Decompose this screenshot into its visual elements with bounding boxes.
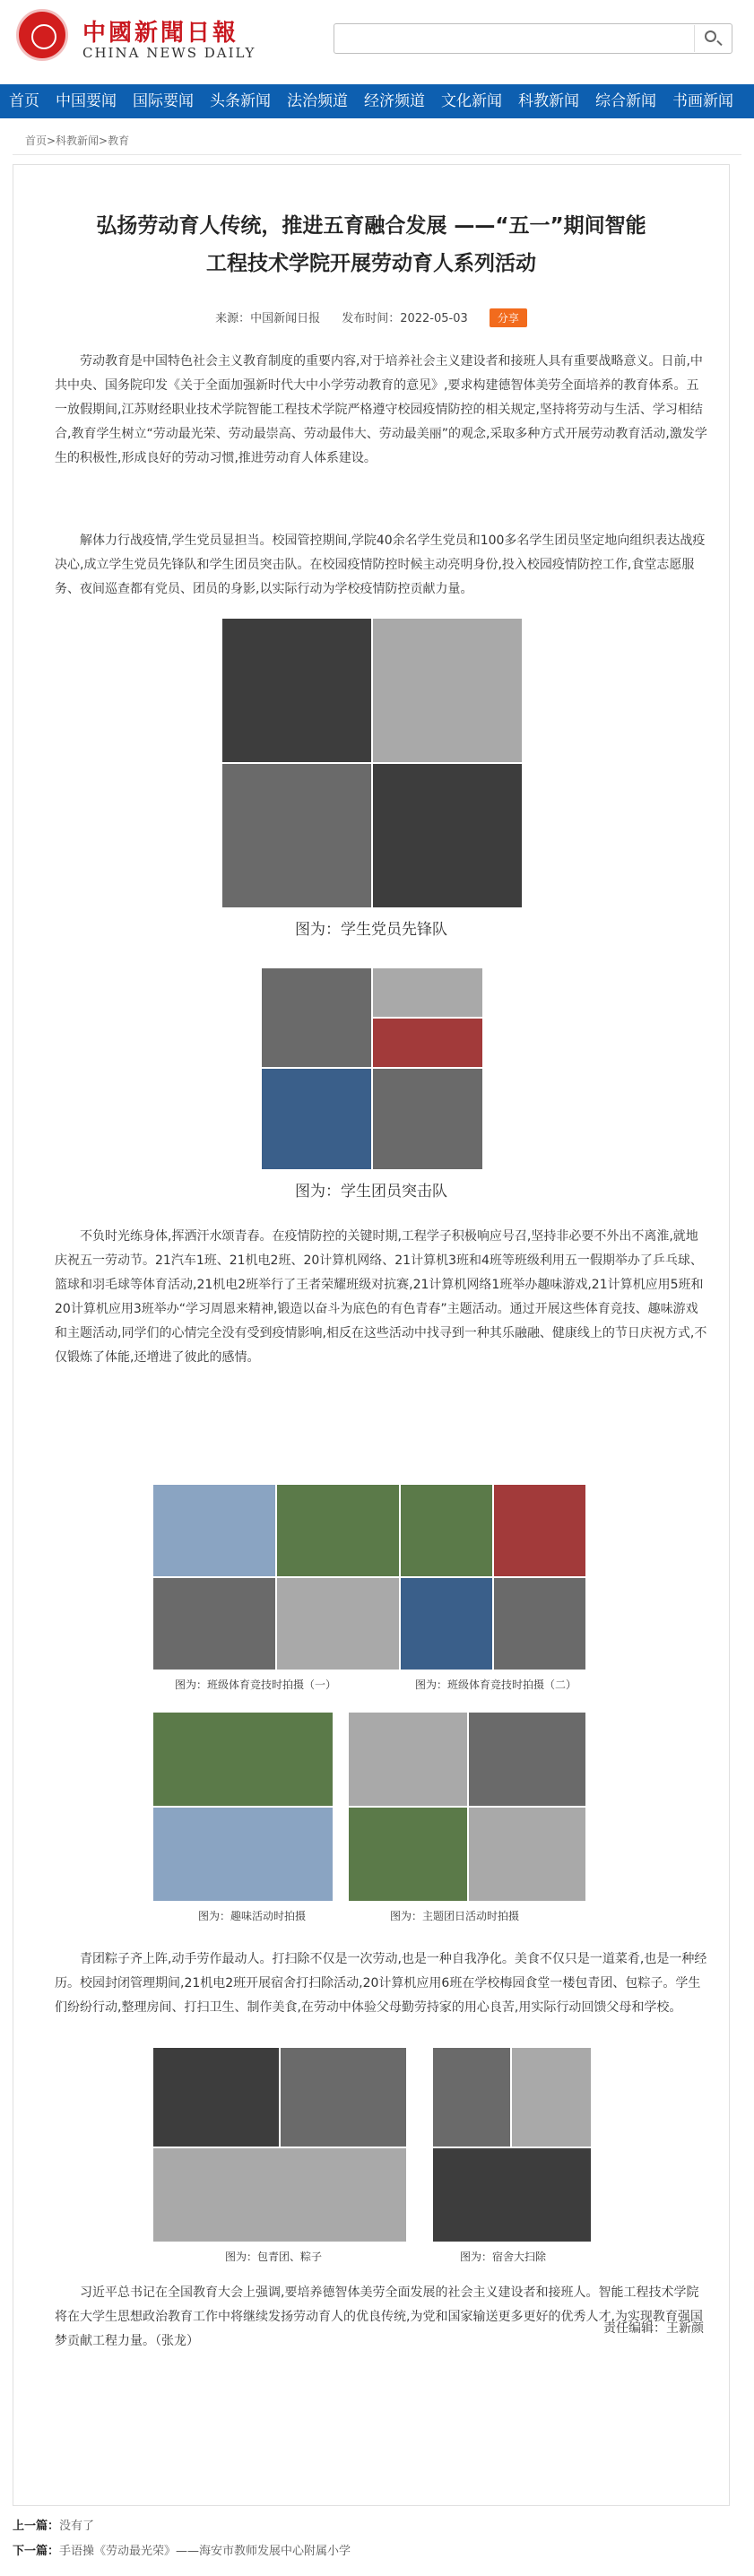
caption-theme-day: 图为：主题团日活动时拍摄 xyxy=(390,1910,520,1922)
photo-dorm-2 xyxy=(512,2048,591,2147)
responsible-editor: 责任编辑：王新颜 xyxy=(603,2321,704,2336)
paragraph-5: 习近平总书记在全国教育大会上强调,要培养德智体美劳全面发展的社会主义建设者和接班人。智能工程技术学院将在大学生思想政治教育工作中将继续发扬劳动育人的优良传统,为党和国家输送更多更好的优秀人才,为实现教育强国梦贡献工程力量。（张龙） xyxy=(55,2285,703,2348)
article-title-line-2: 工程技术学院开展劳动育人系列活动 xyxy=(206,252,536,275)
caption-sports-2: 图为：班级体育竞技时拍摄（二） xyxy=(415,1678,577,1691)
article-date: 发布时间：2022-05-03 xyxy=(342,312,468,325)
nav-item-calligraphy[interactable]: 书画新闻 xyxy=(672,92,733,110)
caption-league-commando: 图为：学生团员突击队 xyxy=(295,1183,447,1201)
photo-theme-2 xyxy=(469,1713,585,1806)
article-meta xyxy=(13,308,729,327)
photo-fun-1 xyxy=(153,1713,333,1806)
photo-party-4 xyxy=(373,764,522,907)
photo-sports-1d xyxy=(277,1578,399,1670)
nav-item-china-news[interactable]: 中国要闻 xyxy=(56,92,117,110)
paragraph-4: 青团粽子齐上阵,动手劳作最动人。打扫除不仅是一次劳动,也是一种自我净化。美食不仅只是一道菜肴,也是一种经历。校园封闭管理期间,21机电2班开展宿舍打扫除活动,20计算机应用6班在学校梅园食堂一楼包青团、包粽子。学生们纷纷行动,整理房间、打扫卫生、制作美食,在劳动中体验父母勤劳持家的用心良苦,用实际行动回馈父母和学校。 xyxy=(55,1952,707,2015)
photo-league-2 xyxy=(373,968,482,1017)
paragraph-2: 解体力行战疫情,学生党员显担当。校园管控期间,学院40余名学生党员和100多名学生团员坚定地向组织表达战疫决心,成立学生党员先锋队和学生团员突击队。在校园疫情防控时候主动亮明身份,投入校园疫情防控工作,食堂志愿服务、夜间巡查都有党员、团员的身影,以实际行动为学校疫情防控贡献力量。 xyxy=(55,533,706,596)
article-source: 来源：中国新闻日报 xyxy=(215,312,321,325)
caption-fun-activity: 图为：趣味活动时拍摄 xyxy=(198,1910,307,1922)
caption-sports-1: 图为：班级体育竞技时拍摄（一） xyxy=(175,1678,337,1691)
caption-party-vanguard: 图为：学生党员先锋队 xyxy=(295,921,447,939)
breadcrumb[interactable]: 首页>科教新闻>教育 xyxy=(25,134,130,147)
photo-theme-1 xyxy=(349,1713,467,1806)
photo-sports-2c xyxy=(401,1578,492,1670)
photo-theme-4 xyxy=(469,1808,585,1901)
prev-article xyxy=(13,2516,94,2533)
article-title xyxy=(49,207,693,282)
photo-sports-1b xyxy=(277,1485,399,1576)
search-icon xyxy=(705,30,716,42)
caption-dorm: 图为：宿舍大扫除 xyxy=(460,2251,547,2263)
prev-link[interactable]: 没有了 xyxy=(59,2520,95,2533)
nav-item-headlines[interactable]: 头条新闻 xyxy=(210,92,271,110)
next-link[interactable]: 手语操《劳动最光荣》——海安市教师发展中心附属小学 xyxy=(59,2545,351,2558)
photo-dorm-1 xyxy=(433,2048,510,2147)
photo-sports-2b xyxy=(494,1485,585,1576)
photo-food-1 xyxy=(153,2048,279,2147)
brand-name-en: CHINA NEWS DAILY xyxy=(82,45,256,61)
photo-league-3 xyxy=(373,1019,482,1067)
nav-item-culture[interactable]: 文化新闻 xyxy=(441,92,502,110)
search-button[interactable] xyxy=(694,25,731,52)
main-nav xyxy=(0,84,754,118)
photo-sports-2d xyxy=(494,1578,585,1670)
next-article xyxy=(13,2541,351,2558)
photo-party-1 xyxy=(222,619,371,762)
photo-league-4 xyxy=(262,1069,371,1169)
divider xyxy=(13,154,741,155)
article-container xyxy=(13,164,730,2506)
nav-item-science-education[interactable]: 科教新闻 xyxy=(518,92,579,110)
photo-sports-1c xyxy=(153,1578,275,1670)
nav-item-international[interactable]: 国际要闻 xyxy=(133,92,194,110)
paragraph-1: 劳动教育是中国特色社会主义教育制度的重要内容,对于培养社会主义建设者和接班人具有重要战略意义。日前,中共中央、国务院印发《关于全面加强新时代大中小学劳动教育的意见》,要求构建德智体美劳全面培养的教育体系。五一放假期间,江苏财经职业技术学院智能工程技术学院严格遵守校园疫情防控的相关规定,坚持将劳动与生活、学习相结合,教育学生树立“劳动最光荣、劳动最崇高、劳动最伟大、劳动最美丽”的观念,采取多种方式开展劳动教育活动,激发学生的积极性,形成良好的劳动习惯,推进劳动育人体系建设。 xyxy=(55,354,707,465)
article-title-line-1: 弘扬劳动育人传统，推进五育融合发展 ——“五一”期间智能 xyxy=(96,214,646,238)
nav-item-general[interactable]: 综合新闻 xyxy=(595,92,656,110)
photo-dorm-3 xyxy=(433,2148,591,2242)
photo-sports-2a xyxy=(401,1485,492,1576)
photo-party-2 xyxy=(373,619,522,762)
newspaper-logo-icon[interactable] xyxy=(16,9,68,61)
photo-fun-2 xyxy=(153,1808,333,1901)
paragraph-3: 不负时光练身体,挥洒汗水颂青春。在疫情防控的关键时期,工程学子积极响应号召,坚持非必要不外出不离淮,就地庆祝五一劳动节。21汽车1班、21机电2班、20计算机网络、21计算机3班和4班等班级利用五一假期举办了乒乓球、篮球和羽毛球等体育活动,21机电2班举行了王者荣耀班级对抗赛,21计算机网络1班举办趣味游戏,21计算机应用5班和20计算机应用3班举办“学习周恩来精神,锻造以奋斗为底色的有色青春”主题活动。通过开展这些体育竞技、趣味游戏和主题活动,同学们的心情完全没有受到疫情影响,相反在这些活动中找寻到一种其乐融融、健康线上的节日庆祝方式,不仅锻炼了体能,还增进了彼此的感情。 xyxy=(55,1229,707,1365)
search-input[interactable] xyxy=(340,29,693,50)
photo-league-5 xyxy=(373,1069,482,1169)
photo-party-3 xyxy=(222,764,371,907)
prev-label: 上一篇： xyxy=(13,2520,60,2533)
nav-item-law[interactable]: 法治频道 xyxy=(287,92,348,110)
photo-food-3 xyxy=(153,2148,406,2242)
nav-item-home[interactable]: 首页 xyxy=(9,92,39,110)
nav-item-economy[interactable]: 经济频道 xyxy=(364,92,425,110)
share-button[interactable]: 分享 xyxy=(490,308,527,327)
search-box xyxy=(334,23,732,54)
photo-sports-1a xyxy=(153,1485,275,1576)
site-header xyxy=(0,0,754,81)
next-label: 下一篇： xyxy=(13,2545,60,2558)
photo-league-1 xyxy=(262,968,371,1067)
photo-theme-3 xyxy=(349,1808,467,1901)
caption-food: 图为：包青团、粽子 xyxy=(225,2251,323,2263)
photo-food-2 xyxy=(281,2048,406,2147)
brand-name-cn[interactable]: 中國新聞日報 xyxy=(82,20,239,47)
